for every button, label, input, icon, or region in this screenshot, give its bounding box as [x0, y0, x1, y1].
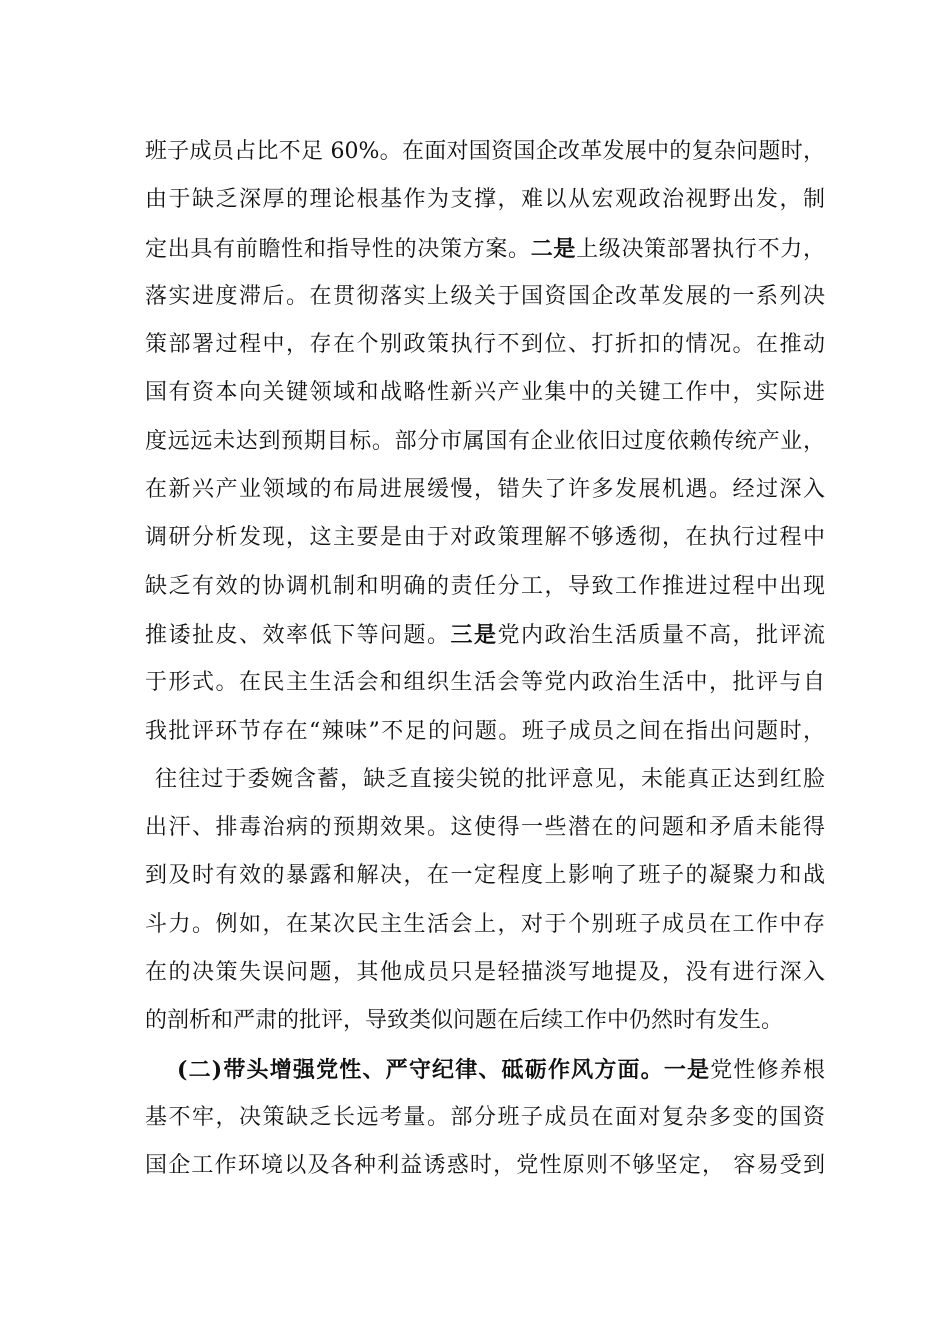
text-run: 国企工作环境以及各种利益诱惑时，党性原则不够坚定， 容易受到 [145, 1153, 825, 1179]
text-run: 出汗、排毒治病的预期效果。这使得一些潜在的问题和矛盾未能得 [145, 815, 825, 841]
bold-run: 三是 [450, 621, 498, 648]
text-line [145, 128, 825, 176]
bold-run: 二是 [530, 235, 577, 262]
text-run: 基不牢，决策缺乏长远考量。部分班子成员在面对复杂多变的国资 [145, 1104, 825, 1130]
text-run: 的剖析和严肃的批评，导致类似问题在后续工作中仍然时有发生。 [145, 1008, 784, 1034]
text-line [145, 708, 825, 756]
body-text [145, 128, 825, 1191]
text-run: 上级决策部署执行不力， [576, 236, 825, 262]
text-line [145, 611, 825, 659]
text-run: 落实进度滞后。在贯彻落实上级关于国资国企改革发展的一系列决 [145, 283, 825, 309]
text-line [145, 225, 825, 273]
text-line [145, 1094, 825, 1142]
text-run: 在新兴产业领域的布局进展缓慢，错失了许多发展机遇。经过深入 [145, 477, 825, 503]
text-run: 定出具有前瞻性和指导性的决策方案。 [145, 236, 531, 262]
text-line [145, 321, 825, 369]
text-run: 在的决策失误问题，其他成员只是轻描淡写地提及，没有进行深入 [145, 960, 825, 986]
text-run: 往往过于委婉含蓄，缺乏直接尖锐的批评意见，未能真正达到红脸 [155, 766, 825, 792]
text-run: 国有资本向关键领域和战略性新兴产业集中的关键工作中，实际进 [145, 380, 825, 406]
text-run: 于形式。在民主生活会和组织生活会等党内政治生活中，批评与自 [145, 670, 825, 696]
text-run: 调研分析发现，这主要是由于对政策理解不够透彻，在执行过程中 [145, 525, 825, 551]
text-run: 党内政治生活质量不高，批评流 [497, 622, 825, 648]
text-line [145, 659, 825, 707]
text-run: 缺乏有效的协调机制和明确的责任分工，导致工作推进过程中出现 [145, 573, 825, 599]
text-line [145, 514, 825, 562]
text-run: 度远远未达到预期目标。部分市属国有企业依旧过度依赖传统产业， [145, 428, 825, 454]
text-line [145, 949, 825, 997]
text-line [145, 176, 825, 224]
text-line [145, 369, 825, 417]
text-run: 党性修养根 [710, 1057, 825, 1083]
text-run: 推诿扯皮、效率低下等问题。 [145, 622, 451, 648]
text-line [145, 273, 825, 321]
text-line [145, 901, 825, 949]
text-run: 班子成员占比不足 60%。在面对国资国企改革发展中的复杂问题时， [145, 139, 825, 164]
section-heading-line [145, 1046, 825, 1094]
text-line [145, 756, 825, 804]
text-line [145, 804, 825, 852]
text-line [145, 852, 825, 900]
text-run: 策部署过程中，存在个别政策执行不到位、打折扣的情况。在推动 [145, 332, 825, 358]
text-line [145, 1142, 825, 1190]
text-run: 到及时有效的暴露和解决，在一定程度上影响了班子的凝聚力和战 [145, 863, 825, 889]
text-run: 我批评环节存在“辣味”不足的问题。班子成员之间在指出问题时， [145, 718, 825, 744]
bold-run: (二)带头增强党性、严守纪律、砥砺作风方面。一是 [177, 1056, 711, 1083]
text-line [145, 466, 825, 514]
text-line [145, 997, 825, 1045]
text-line [145, 418, 825, 466]
text-run: 由于缺乏深厚的理论根基作为支撑，难以从宏观政治视野出发，制 [145, 187, 825, 213]
text-line [145, 563, 825, 611]
text-run: 斗力。例如，在某次民主生活会上，对于个别班子成员在工作中存 [145, 911, 825, 937]
